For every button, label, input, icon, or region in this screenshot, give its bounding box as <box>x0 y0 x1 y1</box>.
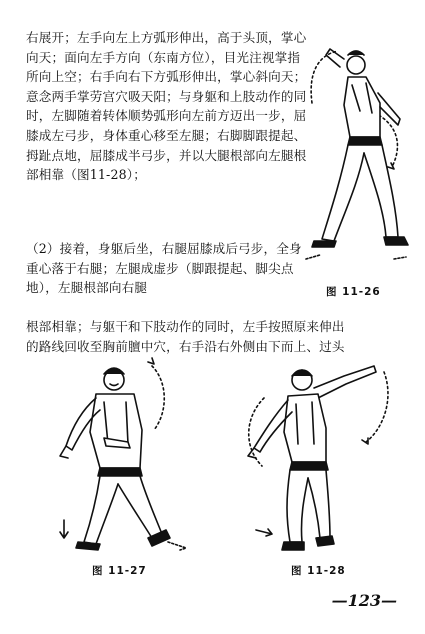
figure-11-26-illustration <box>300 33 412 273</box>
paragraph-1 <box>26 28 308 185</box>
figure-11-26-caption: 图 11-26 <box>326 286 381 298</box>
figure-11-28-illustration <box>234 358 394 558</box>
paragraph-2-text: （2）接着，身躯后坐，右腿屈膝成后弓步，全身重心落于右腿；左腿成虚步（脚跟提起、脚尖点地），左腿根部向右腿 <box>26 241 302 296</box>
paragraph-2 <box>26 239 308 298</box>
full-width-line-2: 的路线回收至胸前膻中穴，右手沿右外侧由下而上、过头 <box>26 339 345 354</box>
figure-11-27-illustration <box>56 352 192 558</box>
figure-11-28-caption: 图 11-28 <box>291 565 346 577</box>
page-number: —123— <box>331 591 397 610</box>
paragraph-1-text: 右展开；左手向左上方弧形伸出，高于头顶，掌心向天；面向左手方向（东南方位），目光注视掌指所向上空；右手向右下方弧形伸出，掌心斜向天；意念两手掌劳宫穴吸天阳；与身躯和上肢动作的同时，左脚随着转体顺势弧形向左前方迈出一步，屈膝成左弓步，身体重心移至左腿；右脚脚跟提起、拇趾点地，屈膝成半弓步，并以大腿根部向左腿根部相靠（图11-28）； <box>26 30 307 183</box>
figure-11-27-caption: 图 11-27 <box>92 565 147 577</box>
full-width-line-1: 根部相靠；与躯干和下肢动作的同时，左手按照原来伸出 <box>26 319 345 334</box>
